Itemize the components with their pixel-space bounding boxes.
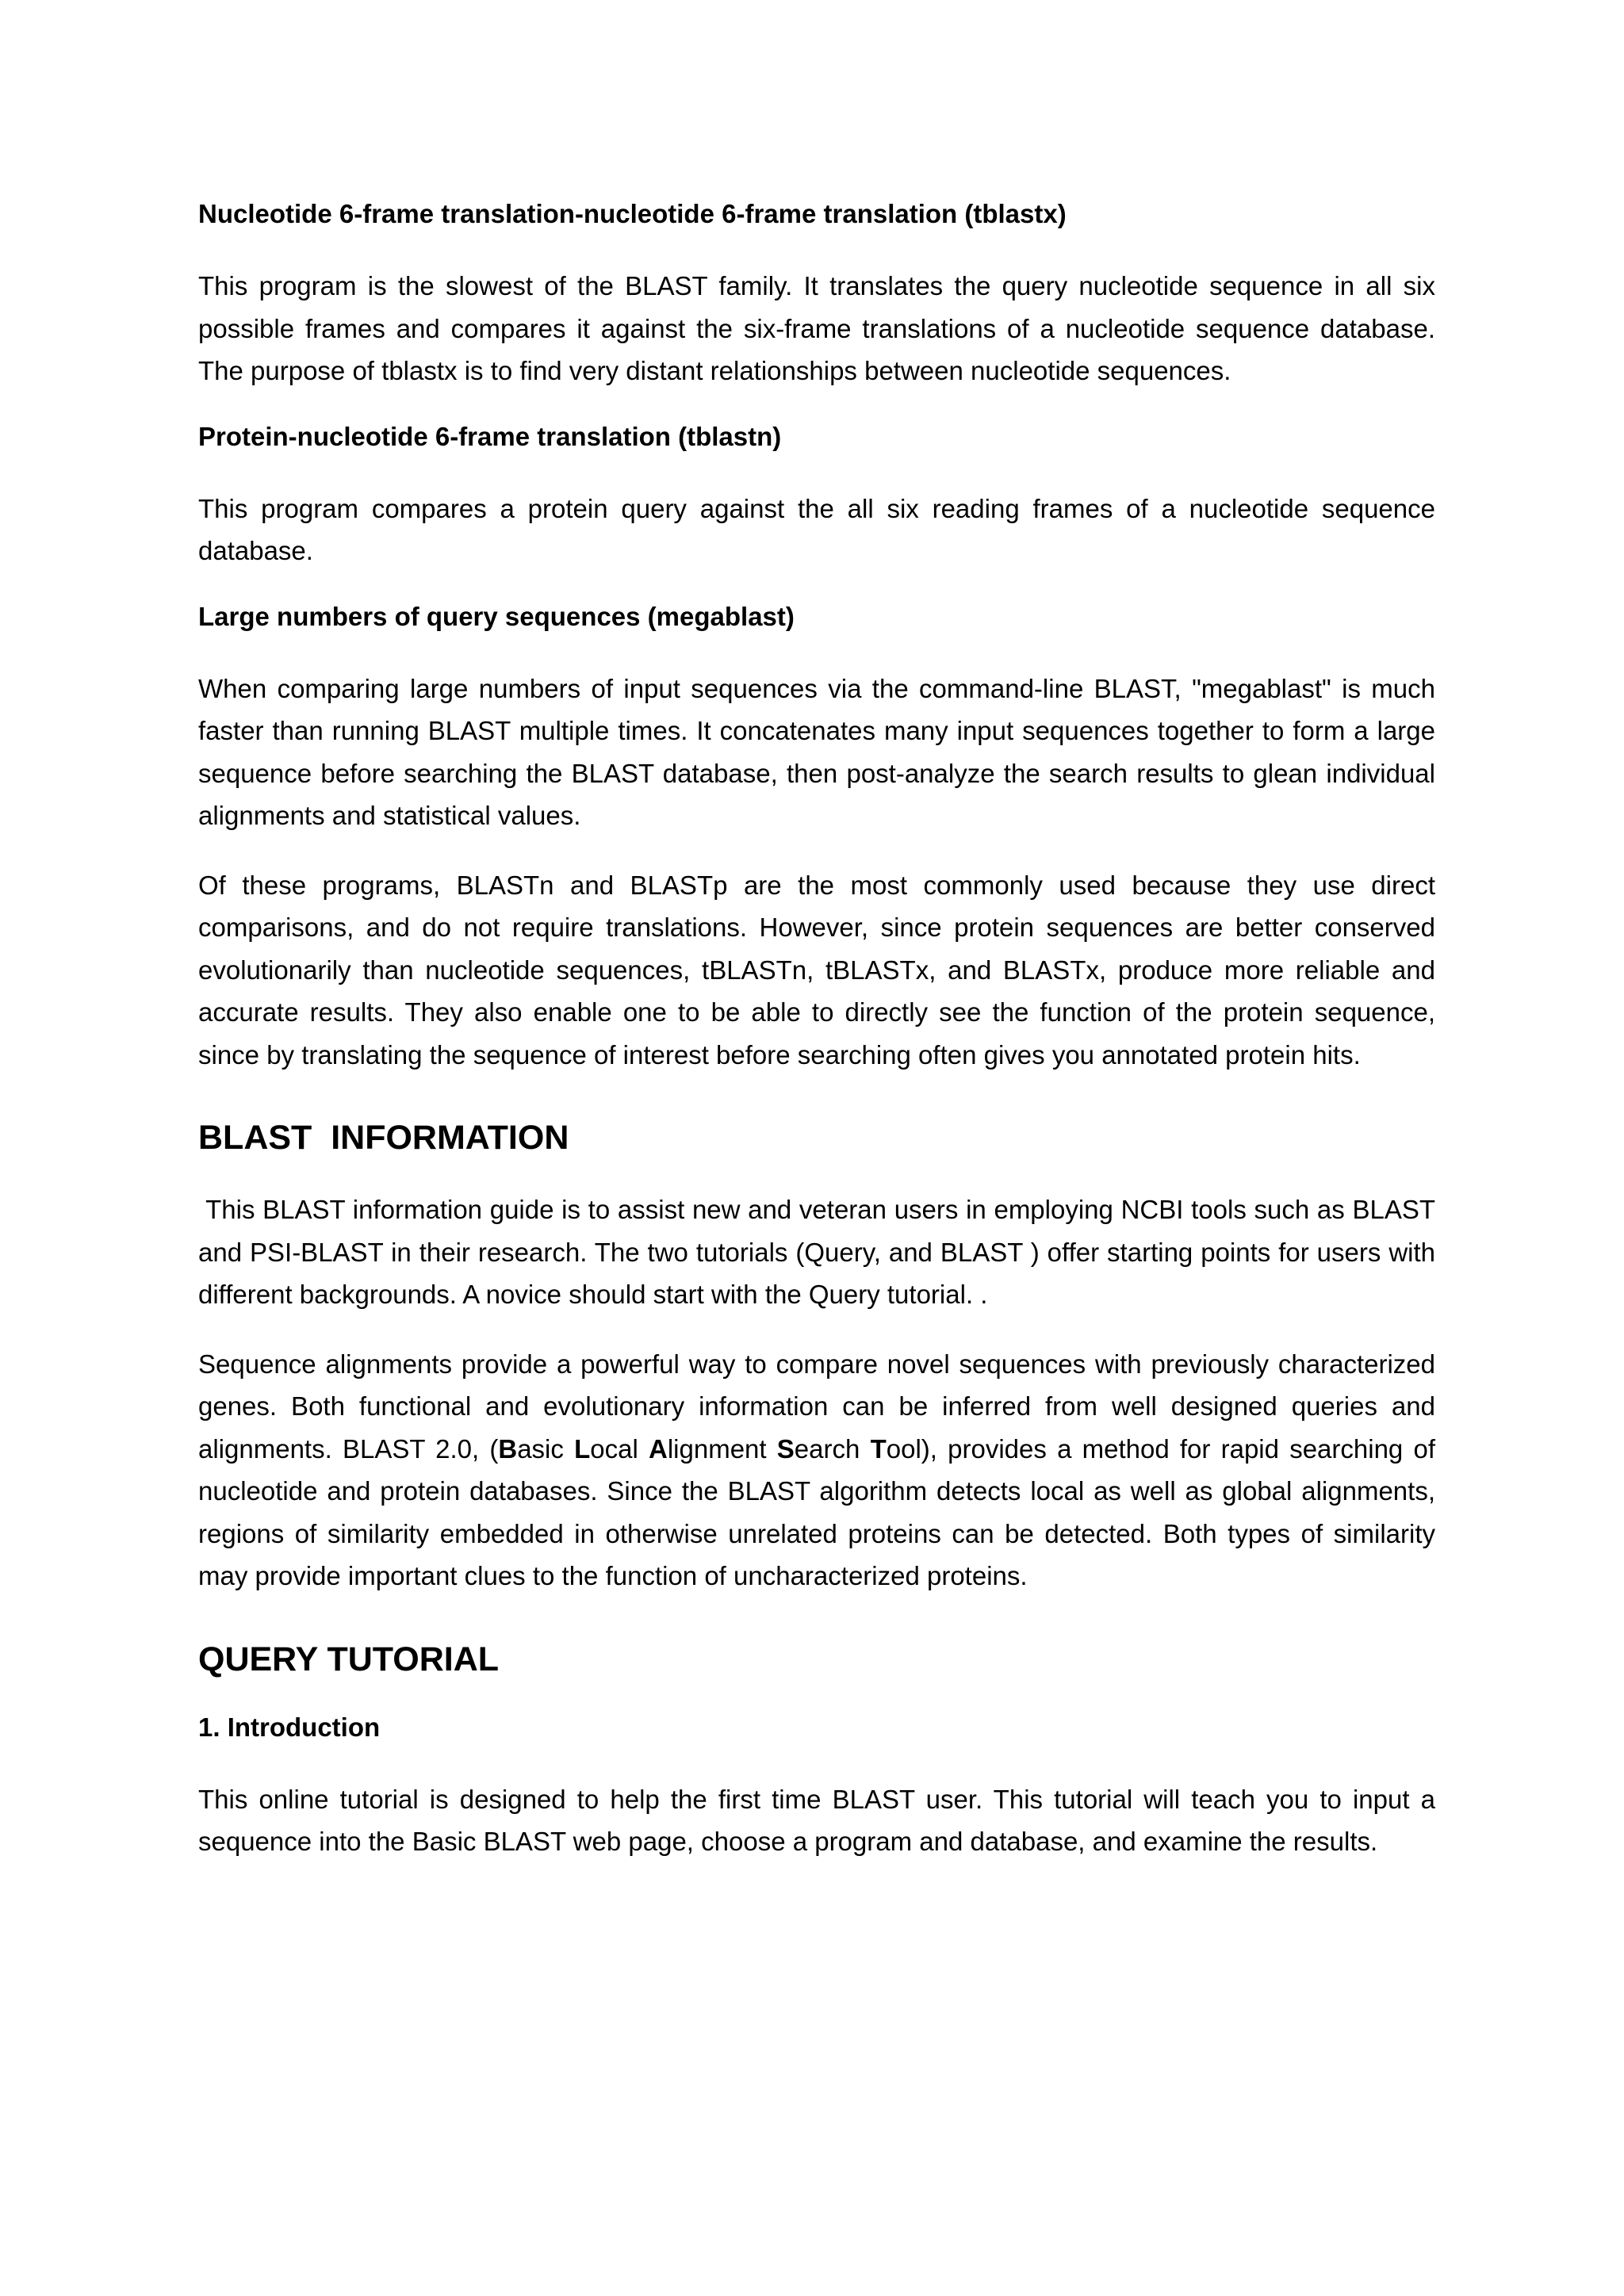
acronym-text-asic: asic bbox=[517, 1433, 575, 1464]
tblastn-heading: Protein-nucleotide 6-frame translation (tblastn) bbox=[198, 421, 782, 451]
acronym-text-earch: earch bbox=[794, 1433, 871, 1464]
acronym-letter-l: L bbox=[574, 1433, 591, 1464]
introduction-heading: 1. Introduction bbox=[198, 1712, 381, 1742]
blast-information-paragraph bbox=[198, 1188, 1435, 1316]
megablast-heading: Large numbers of query sequences (megablast) bbox=[198, 601, 795, 631]
programs-comparison-paragraph: Of these programs, BLASTn and BLASTp are the most commonly used because they use direct comparisons, and do not require translations. However, since protein sequences are better conserved evolutionarily than nucleotide sequences, tBLASTn, tBLASTx, and BLASTx, produce more reliable and accurate results. They also enable one to be able to directly see the function of the protein sequence, since by translating the sequence of interest before searching often gives you annotated protein hits. bbox=[198, 870, 1435, 1070]
megablast-paragraph: When comparing large numbers of input sequences via the command-line BLAST, "megablast" is much faster than running BLAST multiple times. It concatenates many input sequences together to form a large sequence before searching the BLAST database, then post-analyze the search results to glean individual alignments and statistical values. bbox=[198, 673, 1435, 830]
introduction-paragraph: This online tutorial is designed to help the first time BLAST user. This tutorial will teach you to input a sequence into the Basic BLAST web page, choose a program and database, and examine the results. bbox=[198, 1784, 1435, 1856]
tblastx-paragraph: This program is the slowest of the BLAST family. It translates the query nucleotide sequence in all six possible frames and compares it against the six-frame translations of a nucleotide sequence database. The purpose of tblastx is to find very distant relationships between nucleotide sequences. bbox=[198, 271, 1435, 385]
acronym-text-lignment: lignment bbox=[667, 1433, 777, 1464]
sequence-alignments-paragraph bbox=[198, 1343, 1435, 1598]
query-tutorial-heading: QUERY TUTORIAL bbox=[198, 1640, 500, 1678]
acronym-letter-s: S bbox=[776, 1433, 795, 1464]
leading-space bbox=[198, 1195, 205, 1224]
blast-information-text: This BLAST information guide is to assist new and veteran users in employing NCBI tools such as BLAST and PSI-BLAST in their research. The two tutorials (Query, and BLAST ) offer starting points for users with different backgrounds. A novice should start with the Query tutorial. . bbox=[198, 1195, 1435, 1309]
acronym-text-ocal: ocal bbox=[590, 1433, 649, 1464]
tblastx-heading: Nucleotide 6-frame translation-nucleotide 6-frame translation (tblastx) bbox=[198, 199, 1067, 228]
acronym-letter-t: T bbox=[870, 1433, 887, 1464]
tblastn-paragraph: This program compares a protein query against the all six reading frames of a nucleotide sequence database. bbox=[198, 493, 1435, 565]
acronym-letter-b: B bbox=[498, 1433, 518, 1464]
document-page bbox=[198, 197, 1435, 1890]
alignments-text-part1: Sequence alignments provide a powerful way to compare novel sequences with previously characterized genes. Both functional and evolutionary information can be inferred from well designed queries and alignments. BLAST 2.0, ( bbox=[198, 1349, 1435, 1464]
acronym-letter-a: A bbox=[649, 1433, 668, 1464]
blast-information-heading: BLAST INFORMATION bbox=[198, 1119, 569, 1157]
alignments-text-part2: ool), provides a method for rapid searching of nucleotide and protein databases. Since the BLAST algorithm detects local as well as global alignments, regions of similarity embedded in otherwise unrelated proteins can be detected. Both types of similarity may provide important clues to the function of uncharacterized proteins. bbox=[198, 1433, 1435, 1590]
